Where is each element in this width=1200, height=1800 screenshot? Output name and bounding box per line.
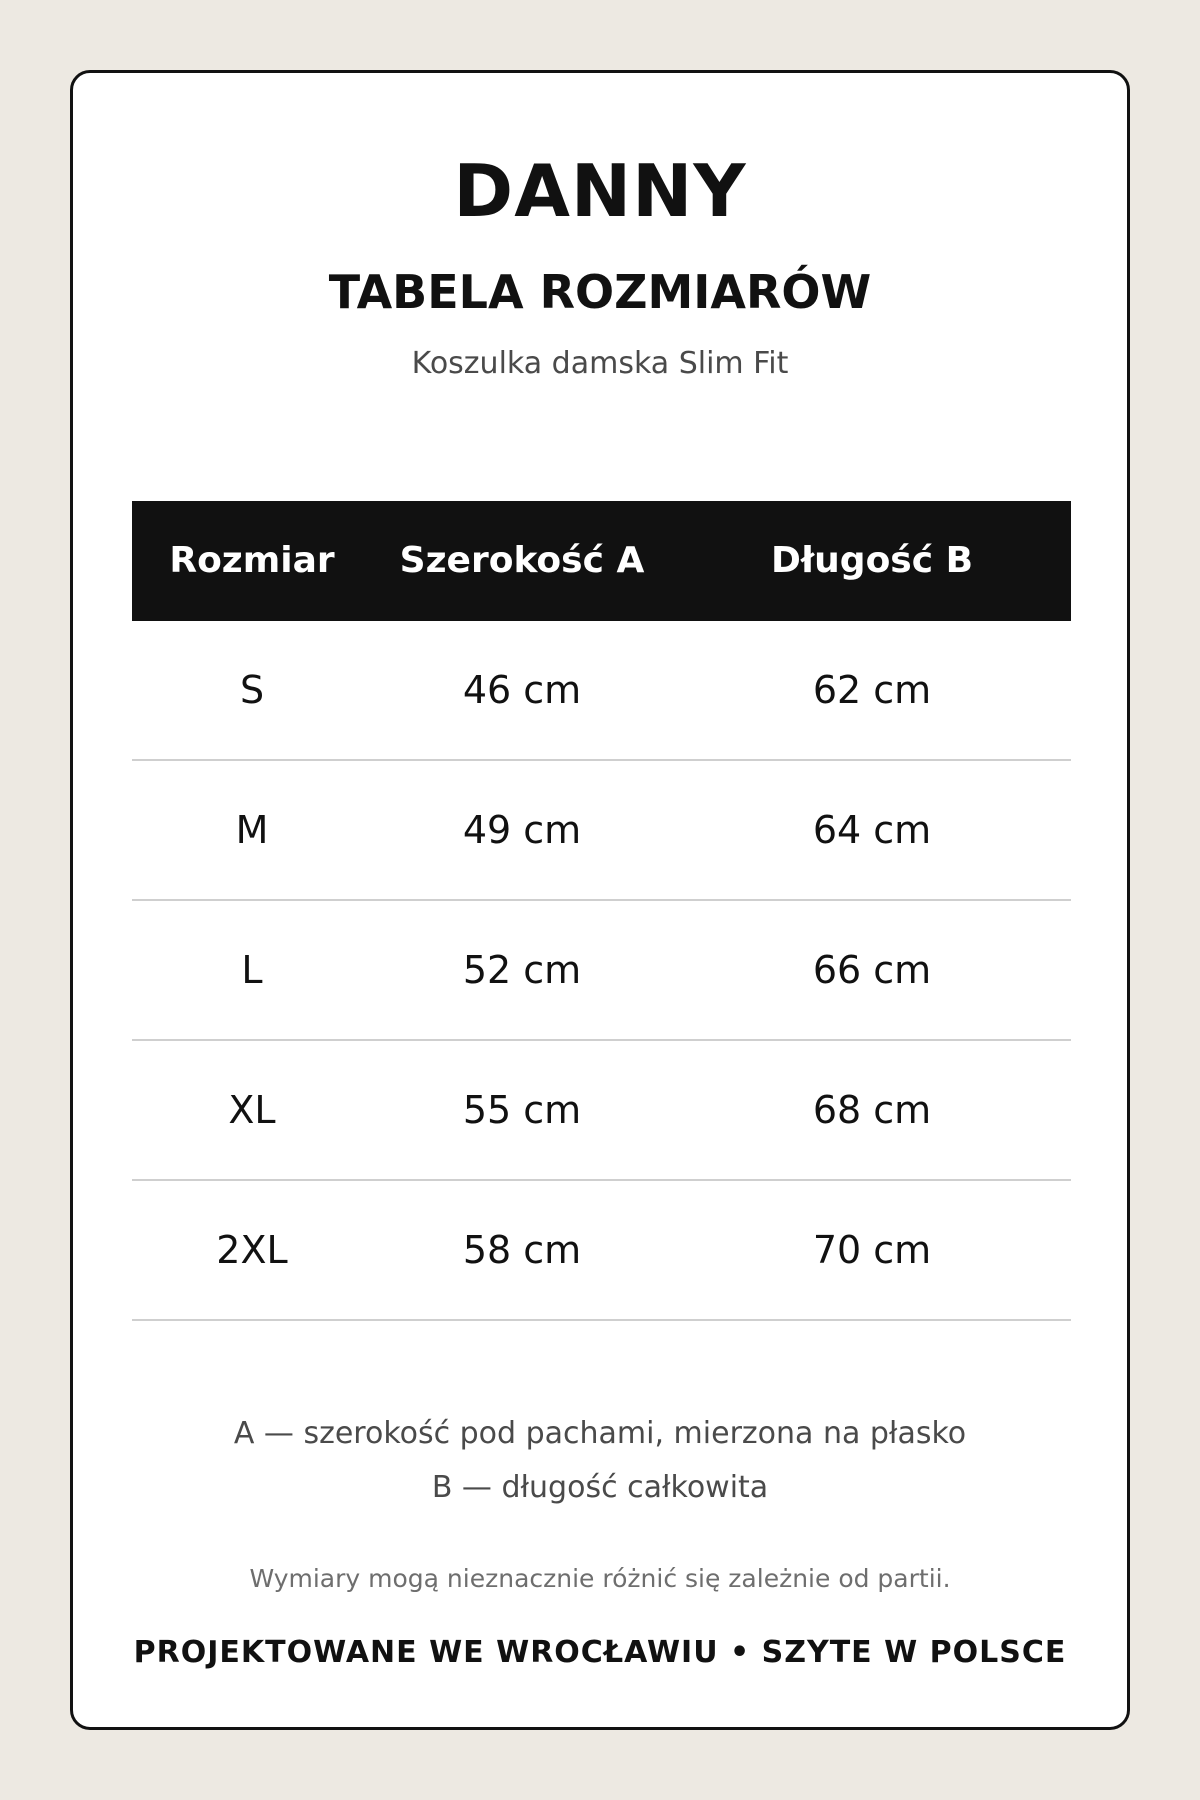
page-title: TABELA ROZMIARÓW bbox=[328, 265, 872, 319]
cell-width: 55 cm bbox=[462, 1088, 582, 1132]
header-width-a: Szerokość A bbox=[399, 540, 645, 581]
cell-width: 46 cm bbox=[462, 668, 582, 712]
cell-length: 62 cm bbox=[812, 668, 932, 712]
note-measure-a: A — szerokość pod pachami, mierzona na płasko bbox=[233, 1416, 967, 1451]
footer-tagline: PROJEKTOWANE WE WROCŁAWIU • SZYTE W POLSCE bbox=[133, 1635, 1067, 1670]
header-length-b: Długość B bbox=[770, 540, 974, 581]
cell-length: 70 cm bbox=[812, 1228, 932, 1272]
disclaimer-text: Wymiary mogą nieznacznie różnić się zależnie od partii. bbox=[249, 1564, 951, 1593]
size-table bbox=[132, 501, 1071, 1321]
product-subtitle: Koszulka damska Slim Fit bbox=[411, 346, 789, 381]
table-row bbox=[132, 1181, 1071, 1321]
cell-length: 66 cm bbox=[812, 948, 932, 992]
cell-length: 68 cm bbox=[812, 1088, 932, 1132]
cell-width: 58 cm bbox=[462, 1228, 582, 1272]
header-size: Rozmiar bbox=[169, 540, 335, 581]
cell-size: M bbox=[235, 808, 269, 852]
table-row bbox=[132, 621, 1071, 761]
brand-name: DANNY bbox=[453, 149, 747, 233]
table-row bbox=[132, 1041, 1071, 1181]
table-row bbox=[132, 901, 1071, 1041]
table-row bbox=[132, 761, 1071, 901]
cell-size: 2XL bbox=[216, 1228, 288, 1272]
cell-length: 64 cm bbox=[812, 808, 932, 852]
note-measure-b: B — długość całkowita bbox=[431, 1470, 769, 1505]
cell-size: XL bbox=[228, 1088, 276, 1132]
cell-size: S bbox=[239, 668, 265, 712]
cell-width: 49 cm bbox=[462, 808, 582, 852]
cell-width: 52 cm bbox=[462, 948, 582, 992]
cell-size: L bbox=[241, 948, 263, 992]
table-header bbox=[132, 501, 1071, 621]
size-chart-card bbox=[70, 70, 1130, 1730]
